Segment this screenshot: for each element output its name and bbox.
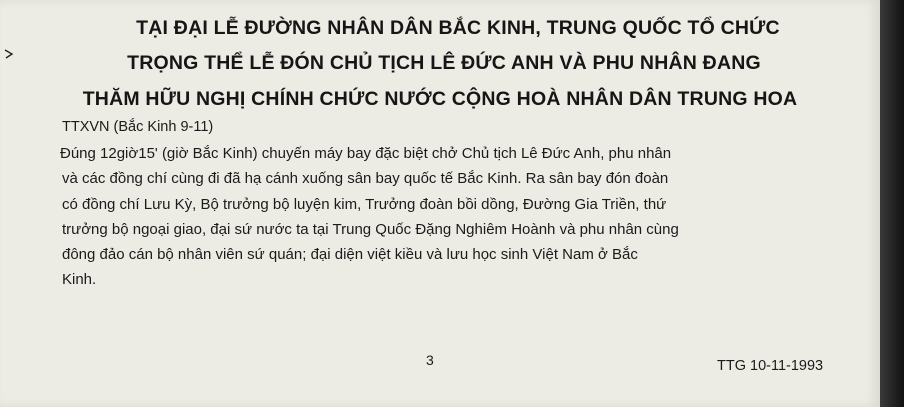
headline-line-2: TRỌNG THỂ LỄ ĐÓN CHỦ TỊCH LÊ ĐỨC ANH VÀ PHU NHÂN ĐANG — [127, 52, 761, 74]
headline-line-1: TẠI ĐẠI LỄ ĐƯỜNG NHÂN DÂN BẮC KINH, TRUNG QUỐC TỔ CHỨC — [136, 17, 780, 39]
body-line-1: Đúng 12giờ15' (giờ Bắc Kinh) chuyến máy bay đặc biệt chở Chủ tịch Lê Đức Anh, phu nhân — [60, 145, 672, 162]
body-line-5: đông đảo cán bộ nhân viên sứ quán; đại diện việt kiều và lưu học sinh Việt Nam ở Bắc — [62, 246, 638, 263]
dateline: TTXVN (Bắc Kinh 9-11) — [62, 119, 214, 135]
page-number: 3 — [426, 352, 434, 368]
body-line-3: có đồng chí Lưu Kỳ, Bộ trưởng bộ luyện kim, Trưởng đoàn bồi dồng, Đường Gia Triền, thứ — [62, 196, 667, 213]
headline-line-3: THĂM HỮU NGHỊ CHÍNH CHỨC NƯỚC CỘNG HOÀ NHÂN DÂN TRUNG HOA — [82, 88, 798, 110]
body-line-2: và các đồng chí cùng đi đã hạ cánh xuống sân bay quốc tế Bắc Kinh. Ra sân bay đón đoàn — [62, 170, 669, 187]
body-line-4: trưởng bộ ngoại giao, đại sứ nước ta tại Trung Quốc Đặng Nghiêm Hoành và phu nhân cùng — [62, 221, 679, 238]
scan-edge-shadow — [880, 0, 904, 407]
body-line-6: Kinh. — [62, 271, 97, 288]
footer-reference: TTG 10-11-1993 — [717, 358, 824, 374]
